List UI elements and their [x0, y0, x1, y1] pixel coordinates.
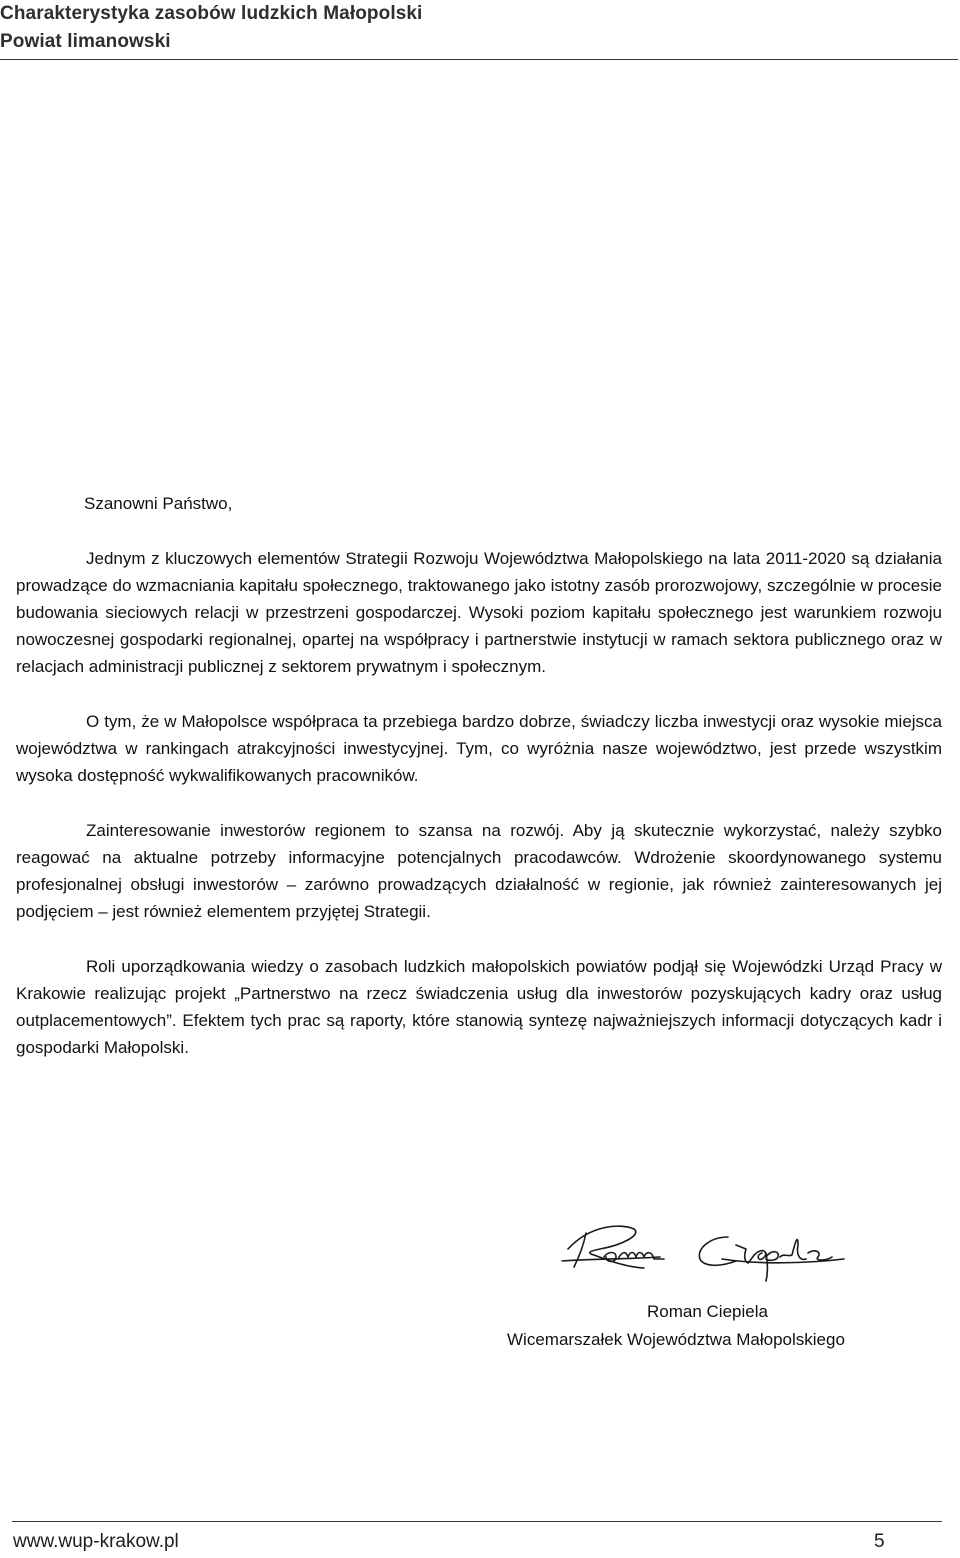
footer-website-link[interactable]: www.wup-krakow.pl — [13, 1531, 179, 1552]
signer-title: Wicemarszałek Województwa Małopolskiego — [507, 1330, 845, 1349]
header-divider — [0, 59, 958, 60]
document-title: Charakterystyka zasobów ludzkich Małopolski — [0, 3, 423, 24]
handwritten-signature — [560, 1215, 860, 1290]
paragraph-1: Jednym z kluczowych elementów Strategii Rozwoju Województwa Małopolskiego na lata 2011-2020 są działania prowadzące do wzmacniania kapitału społecznego, traktowanego jako istotny zasób prorozwojowy, szczególnie w procesie budowania sieciowych relacji w przestrzeni gospodarczej. Wysoki poziom kapitału społecznego jest warunkiem rozwoju nowoczesnej gospodarki regionalnej, opartej na współpracy i partnerstwie instytucji w ramach sektora publicznego oraz w relacjach administracji publicznej z sektorem prywatnym i społecznym. — [16, 549, 942, 676]
letter-body — [16, 490, 942, 1089]
page-number: 5 — [874, 1531, 885, 1552]
document-subtitle: Powiat limanowski — [0, 31, 171, 52]
paragraph-3: Zainteresowanie inwestorów regionem to szansa na rozwój. Aby ją skutecznie wykorzystać, należy szybko reagować na aktualne potrzeby informacyjne potencjalnych pracodawców. Wdrożenie skoordynowanego systemu profesjonalnej obsługi inwestorów – zarówno prowadzących działalność w regionie, jak również zainteresowanych jej podjęciem – jest również elementem przyjętej Strategii. — [16, 821, 942, 921]
paragraph-4: Roli uporządkowania wiedzy o zasobach ludzkich małopolskich powiatów podjął się Wojewódzki Urząd Pracy w Krakowie realizując projekt „Partnerstwo na rzecz świadczenia usług dla inwestorów pozyskujących kadry oraz usług outplacementowych”. Efektem tych prac są raporty, które stanowią syntezę najważniejszych informacji dotyczących kadr i gospodarki Małopolski. — [16, 957, 942, 1057]
footer-divider — [12, 1521, 942, 1522]
paragraph-2: O tym, że w Małopolsce współpraca ta przebiega bardzo dobrze, świadczy liczba inwestycji oraz wysokie miejsca województwa w rankingach atrakcyjności inwestycyjnej. Tym, co wyróżnia nasze województwo, jest przede wszystkim wysoka dostępność wykwalifikowanych pracowników. — [16, 712, 942, 785]
salutation: Szanowni Państwo, — [84, 494, 233, 513]
signer-name: Roman Ciepiela — [647, 1302, 768, 1321]
